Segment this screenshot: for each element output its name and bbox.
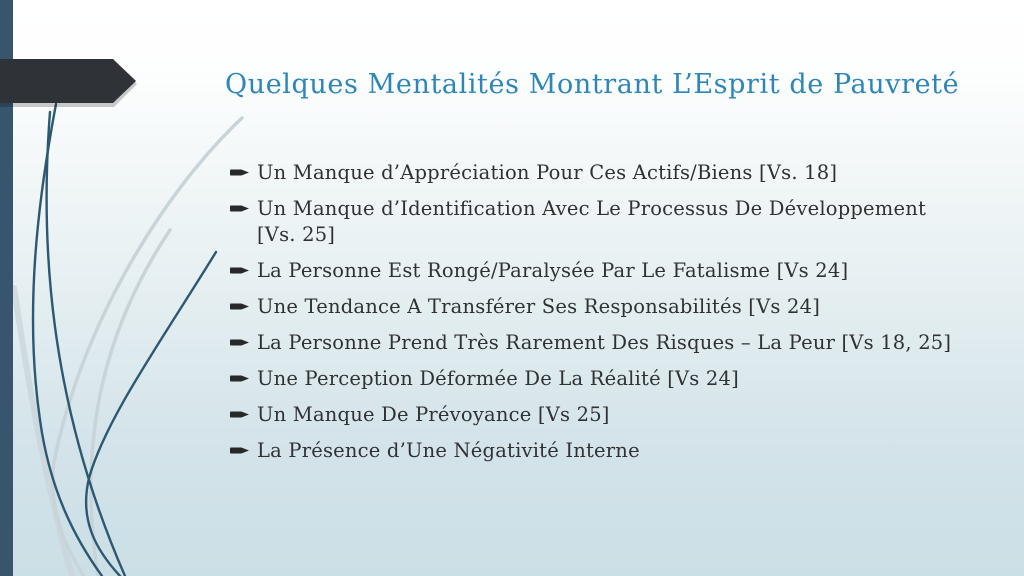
list-item <box>230 258 965 284</box>
bullet-text: La Personne Prend Très Rarement Des Risques – La Peur [Vs 18, 25] <box>257 331 952 354</box>
bullet-text: Une Tendance A Transférer Ses Responsabilités [Vs 24] <box>257 295 821 318</box>
bullet-text: La Personne Est Rongé/Paralysée Par Le Fatalisme [Vs 24] <box>257 259 849 282</box>
slide-title: Quelques Mentalités Montrant L’Esprit de Pauvreté <box>225 69 960 100</box>
bullet-arrow-icon <box>230 446 249 455</box>
list-item <box>230 330 965 356</box>
list-item <box>230 160 965 186</box>
swoosh-light-1 <box>53 118 242 576</box>
bullet-arrow-icon <box>230 302 249 311</box>
bullet-arrow-icon <box>230 266 249 275</box>
bullet-text: Une Perception Déformée De La Réalité [Vs 24] <box>257 367 739 390</box>
bullet-text: Un Manque d’Appréciation Pour Ces Actifs/Biens [Vs. 18] <box>257 161 838 184</box>
list-item <box>230 402 965 428</box>
bullet-arrow-icon <box>230 204 249 213</box>
bullet-text: La Présence d’Une Négativité Interne <box>257 439 640 462</box>
list-item <box>230 196 965 248</box>
list-item <box>230 294 965 320</box>
bullet-arrow-icon <box>230 410 249 419</box>
bullet-text: Un Manque De Prévoyance [Vs 25] <box>257 403 610 426</box>
list-item <box>230 438 965 464</box>
list-item <box>230 366 965 392</box>
bullet-text: Un Manque d’Identification Avec Le Processus De Développement [Vs. 25] <box>257 197 927 246</box>
bullet-arrow-icon <box>230 338 249 347</box>
bullet-arrow-icon <box>230 168 249 177</box>
swoosh-light-2 <box>91 230 170 576</box>
bullet-list <box>230 160 965 474</box>
left-arrow-icon <box>0 59 136 103</box>
bullet-arrow-icon <box>230 374 249 383</box>
